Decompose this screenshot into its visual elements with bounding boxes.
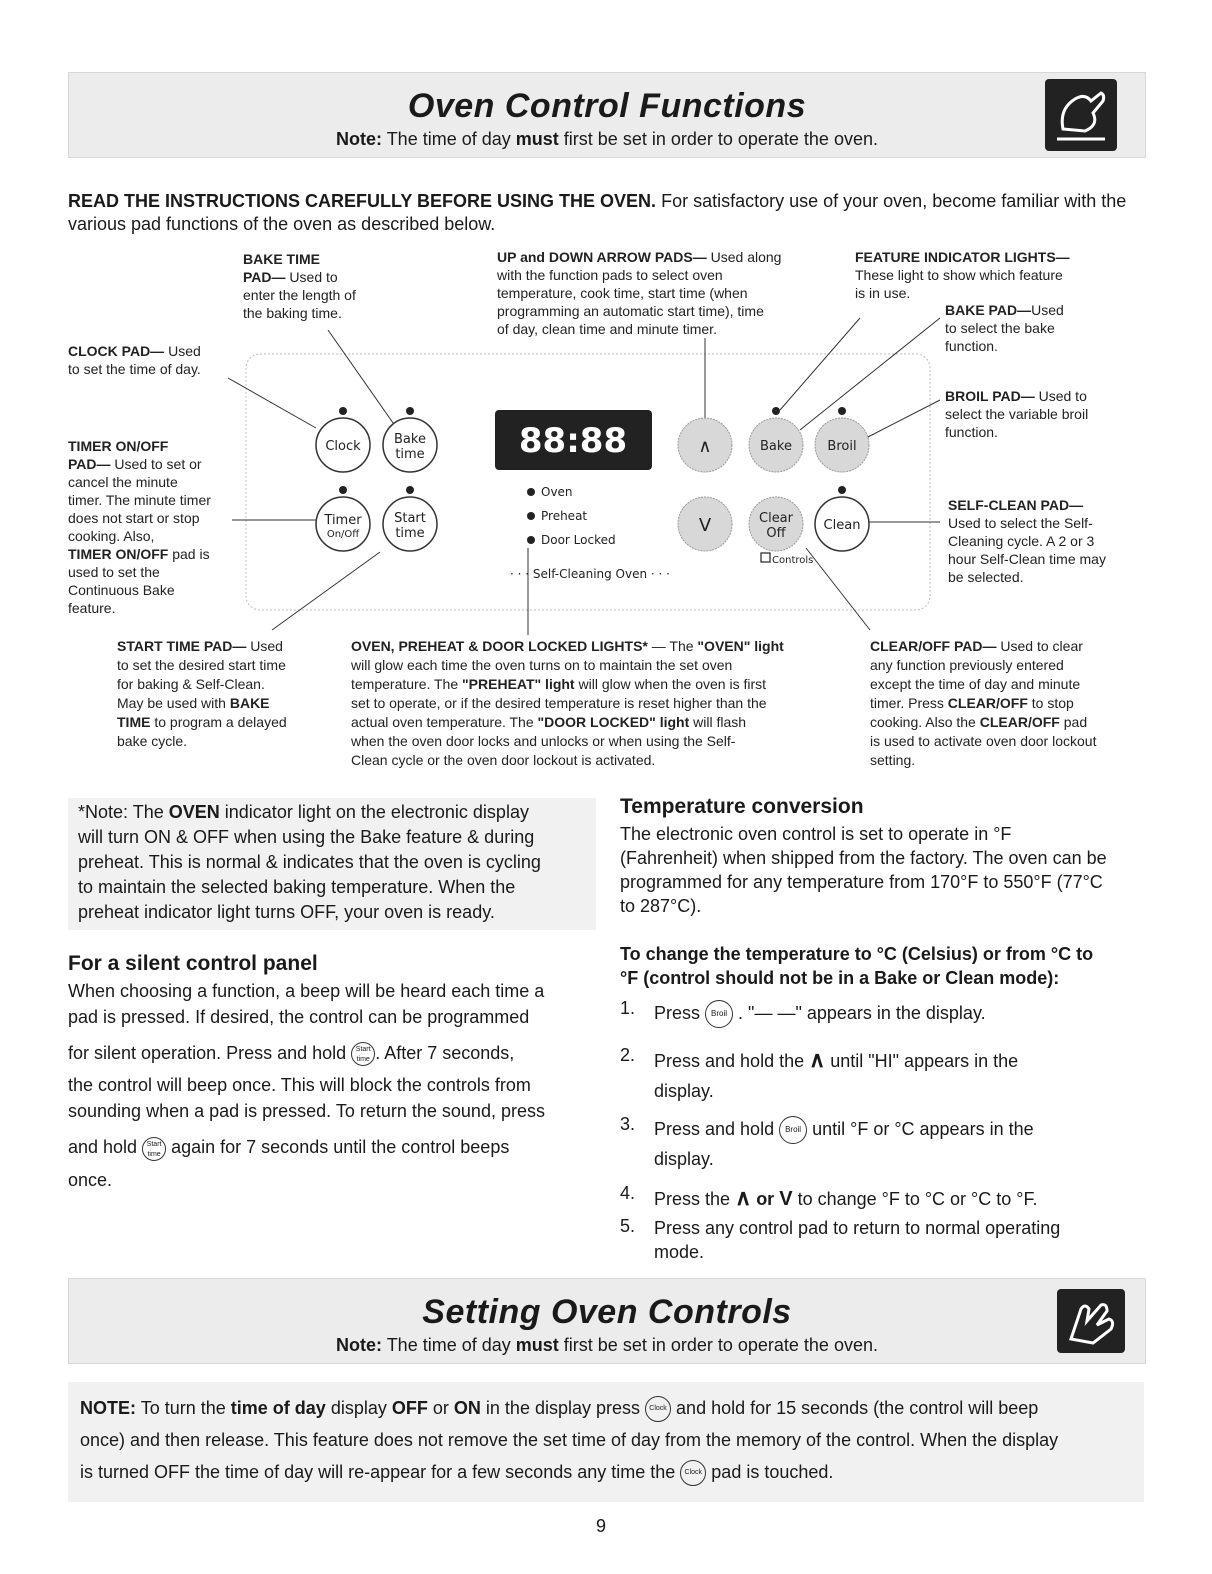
door-locked-light-label: Door Locked <box>541 533 616 547</box>
feature-light-dot <box>406 486 414 494</box>
start-time-pad-icon: Start time <box>142 1137 166 1161</box>
timer-pad-label: Timer <box>324 513 362 528</box>
clear-off-pad-label: Off <box>766 526 786 541</box>
lock-icon <box>761 553 770 562</box>
controls-label: Controls <box>772 555 814 566</box>
clear-off-pad-label: Clear <box>759 511 793 526</box>
self-cleaning-label: · · · Self-Cleaning Oven · · · <box>510 567 670 581</box>
timer-pad-label: On/Off <box>326 529 360 540</box>
bake-pad-label: Bake <box>760 439 792 454</box>
broil-pad-icon: Broil <box>705 1000 733 1028</box>
bake-time-pad-label: Bake <box>394 432 426 447</box>
display-digits: 88:88 <box>518 421 628 461</box>
hand-pressing-icon <box>1057 1289 1125 1353</box>
start-time-pad-label: time <box>395 526 425 541</box>
feature-light-dot <box>406 407 414 415</box>
leader-start <box>272 552 380 630</box>
clock-pad-icon: Clock <box>645 1396 671 1422</box>
clock-pad-icon: Clock <box>680 1460 706 1486</box>
clock-pad-callout: CLOCK PAD— Used to set the time of day. <box>68 343 201 377</box>
start-time-pad-label: Start <box>394 511 426 526</box>
feature-light-dot <box>838 486 846 494</box>
header-note: Note: The time of day must first be set in order to operate the oven. <box>336 129 878 149</box>
silent-panel-text: When choosing a function, a beep will be heard each time a pad is pressed. If desired, the control can be programmed for silent operation. Press and hold Start time . After 7 seconds, the control will beep once. This will block the controls from sounding when a pad is pressed. To return the sound, press and hold Start time again for 7 seconds until the control beeps once. <box>68 981 545 1190</box>
timer-pad-callout: TIMER ON/OFF PAD— Used to set or cancel the minute timer. The minute timer does not start or stop cooking. Also, TIMER ON/OFF pad is used to set the Continuous Bake feature. <box>68 438 211 616</box>
leader-broil <box>866 400 940 438</box>
down-arrow-label: V <box>698 515 712 536</box>
oven-indicator-note: *Note: The OVEN indicator light on the electronic display will turn ON & OFF when using the Bake feature & during preheat. This is normal & indicates that the oven is cycling to maintain the selected baking temperature. When the preheat indicator light turns OFF, your oven is ready. <box>68 798 596 930</box>
clean-pad-label: Clean <box>823 518 861 533</box>
preheat-light <box>527 512 535 520</box>
page-number: 9 <box>596 1516 607 1536</box>
down-arrow-icon: V <box>779 1188 793 1210</box>
feature-light-dot <box>772 407 780 415</box>
up-arrow-label: ∧ <box>698 436 712 457</box>
temp-change-subheading: To change the temperature to °C (Celsius) or from °C to °F (control should not be in a Bake or Clean mode): <box>620 944 1094 988</box>
self-clean-callout: SELF-CLEAN PAD— Used to select the Self- Cleaning cycle. A 2 or 3 hour Self-Clean time may be selected. <box>948 497 1106 585</box>
broil-pad-callout: BROIL PAD— Used to select the variable broil function. <box>945 388 1089 440</box>
oven-light <box>527 488 535 496</box>
bake-time-pad-label: time <box>395 447 425 462</box>
clock-pad-label: Clock <box>325 439 361 454</box>
broil-pad-icon: Broil <box>779 1116 807 1144</box>
section-title: Setting Oven Controls <box>422 1293 792 1331</box>
feature-lights-callout: FEATURE INDICATOR LIGHTS— These light to show which feature is in use. <box>855 249 1070 301</box>
feature-light-dot <box>339 486 347 494</box>
up-arrow-icon: ∧ <box>809 1047 826 1072</box>
start-time-pad-icon: Start time <box>351 1042 375 1066</box>
lights-callout: OVEN, PREHEAT & DOOR LOCKED LIGHTS* — The "OVEN" light will glow each time the oven turns on to maintain the set oven temperature. The "PREHEAT" light will glow when the oven is first set to operate, or if the desired temperature is reset higher than the actual oven temperature. The "DOOR LOCKED" light will flash when the oven door locks and unlocks or when using the Self- Clean cycle or the oven door lockout is activated. <box>351 638 784 768</box>
up-arrow-icon: ∧ <box>735 1185 752 1210</box>
leader-bake <box>800 318 940 430</box>
feature-light-dot <box>339 407 347 415</box>
start-time-callout: START TIME PAD— Used to set the desired start time for baking & Self-Clean. May be used with BAKE TIME to program a delayed bake cycle. <box>117 638 287 749</box>
feature-light-dot <box>838 407 846 415</box>
temp-conversion-heading: Temperature conversion <box>620 795 864 818</box>
time-of-day-note: NOTE: To turn the time of day display OFF or ON in the display press Clock and hold for 15 seconds (the control will beep once) and then release. This feature does not remove the set time of day from the memory of the control. When the display is turned OFF the time of day will re-appear for a few seconds any time the Clock pad is touched. <box>68 1382 1144 1502</box>
bake-pad-callout: BAKE PAD—Used to select the bake function. <box>945 302 1064 354</box>
broil-pad-label: Broil <box>827 439 857 454</box>
oven-light-label: Oven <box>541 485 573 499</box>
preheat-light-label: Preheat <box>541 509 588 523</box>
page-title: Oven Control Functions <box>407 87 807 125</box>
arrow-pads-callout: UP and DOWN ARROW PADS— Used along with the function pads to select oven temperature, cook time, start time (when programming an automatic start time), time of day, clean time and minute timer. <box>497 249 782 337</box>
leader-clock <box>228 378 316 428</box>
leader-clear <box>806 548 870 630</box>
setting-controls-banner <box>68 1278 1146 1364</box>
temp-conversion-text: The electronic oven control is set to operate in °F (Fahrenheit) when shipped from the factory. The oven can be programmed for any temperature from 170°F to 550°F (77°C to 287°C). <box>620 824 1107 916</box>
intro-paragraph: READ THE INSTRUCTIONS CAREFULLY BEFORE USING THE OVEN. For satisfactory use of your oven, become familiar with the various pad functions of the oven as described below. <box>68 191 1127 234</box>
bake-time-callout: BAKE TIME PAD— Used to enter the length of the baking time. <box>243 251 356 321</box>
leader-bake-time <box>328 330 398 430</box>
silent-panel-heading: For a silent control panel <box>68 952 318 975</box>
clear-off-callout: CLEAR/OFF PAD— Used to clear any function previously entered except the time of day and minute timer. Press CLEAR/OFF to stop cooking. Also the CLEAR/OFF pad is used to activate oven door lockout setting. <box>870 638 1097 768</box>
door-locked-light <box>527 536 535 544</box>
section-note: Note: The time of day must first be set in order to operate the oven. <box>336 1335 878 1355</box>
leader-feature <box>780 318 860 410</box>
